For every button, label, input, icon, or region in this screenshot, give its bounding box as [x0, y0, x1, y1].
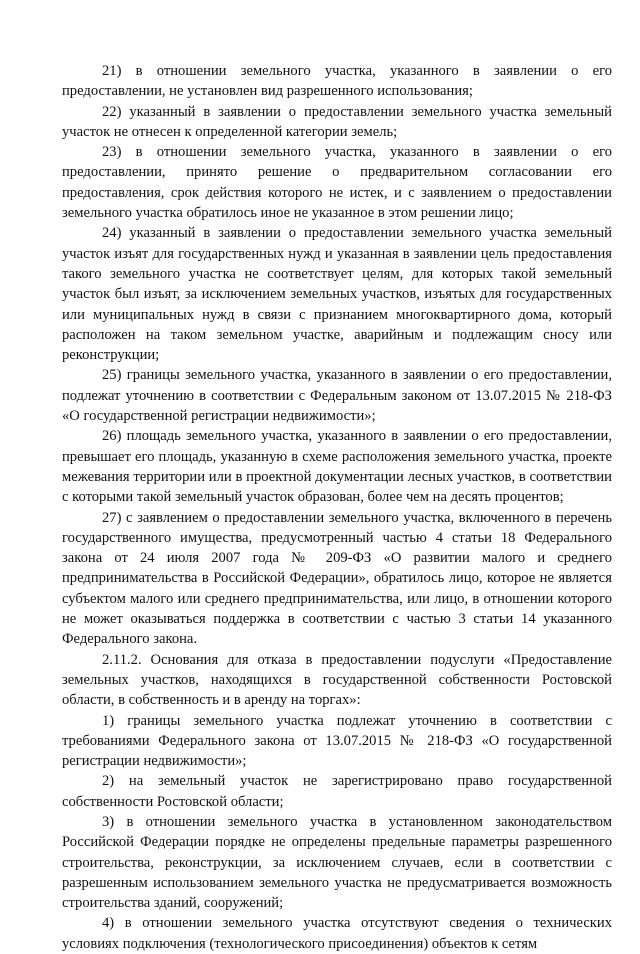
- paragraph-item-21: 21) в отношении земельного участка, указанного в заявлении о его предоставлении, не установлен вид разрешенного использования;: [62, 63, 612, 100]
- paragraph-item-26: 26) площадь земельного участка, указанного в заявлении о его предоставлении, превышает его площадь, указанную в схеме расположения земельного участка, проекте межевания территории или в проектной документации лесных участков, в соответствии с которыми такой земельный участок образован, более чем на десять процентов;: [62, 428, 612, 506]
- paragraph-item-1: 1) границы земельного участка подлежат уточнению в соответствии с требованиями Федерального закона от 13.07.2015 № 218-ФЗ «О государственной регистрации недвижимости»;: [62, 712, 612, 770]
- document-page: [62, 61, 612, 954]
- paragraph-item-22: 22) указанный в заявлении о предоставлении земельного участка земельный участок не отнесен к определенной категории земель;: [62, 103, 612, 140]
- paragraph-item-24: 24) указанный в заявлении о предоставлении земельного участка земельный участок изъят для государственных нужд и указанная в заявлении цель предоставления такого земельного участка не соответствует целям, для которых такой земельный участок был изъят, за исключением земельных участков, изъятых для государственных или муниципальных нужд в связи с признанием многоквартирного дома, который расположен на таком земельном участке, аварийным и подлежащим сносу или реконструкции;: [62, 225, 612, 364]
- paragraph-item-4: 4) в отношении земельного участка отсутствуют сведения о технических условиях подключения (технологического присоединения) объектов к сетям: [62, 915, 612, 952]
- section-2-11-2-heading: 2.11.2. Основания для отказа в предоставлении подуслуги «Предоставление земельных участков, находящихся в государственной собственности Ростовской области, в собственность и в аренду на торгах»:: [62, 651, 612, 709]
- paragraph-item-27: 27) с заявлением о предоставлении земельного участка, включенного в перечень государственного имущества, предусмотренный частью 4 статьи 18 Федерального закона от 24 июля 2007 года № 209-ФЗ «О развитии малого и среднего предпринимательства в Российской Федерации», обратилось лицо, которое не является субъектом малого или среднего предпринимательства, или лицо, в отношении которого не может оказываться поддержка в соответствии с частью 3 статьи 14 указанного Федерального закона.: [62, 509, 612, 648]
- paragraph-item-2: 2) на земельный участок не зарегистрировано право государственной собственности Ростовской области;: [62, 773, 612, 810]
- paragraph-item-25: 25) границы земельного участка, указанного в заявлении о его предоставлении, подлежат уточнению в соответствии с Федеральным законом от 13.07.2015 № 218-ФЗ «О государственной регистрации недвижимости»;: [62, 367, 612, 425]
- paragraph-item-23: 23) в отношении земельного участка, указанного в заявлении о его предоставлении, принято решение о предварительном согласовании его предоставления, срок действия которого не истек, и с заявлением о предоставлении земельного участка обратилось иное не указанное в этом решении лицо;: [62, 144, 612, 222]
- paragraph-item-3: 3) в отношении земельного участка в установленном законодательством Российской Федерации порядке не определены предельные параметры разрешенного строительства, реконструкции, за исключением случаев, если в соответствии с разрешенным использованием земельного участка не предусматривается возможность строительства зданий, сооружений;: [62, 813, 612, 912]
